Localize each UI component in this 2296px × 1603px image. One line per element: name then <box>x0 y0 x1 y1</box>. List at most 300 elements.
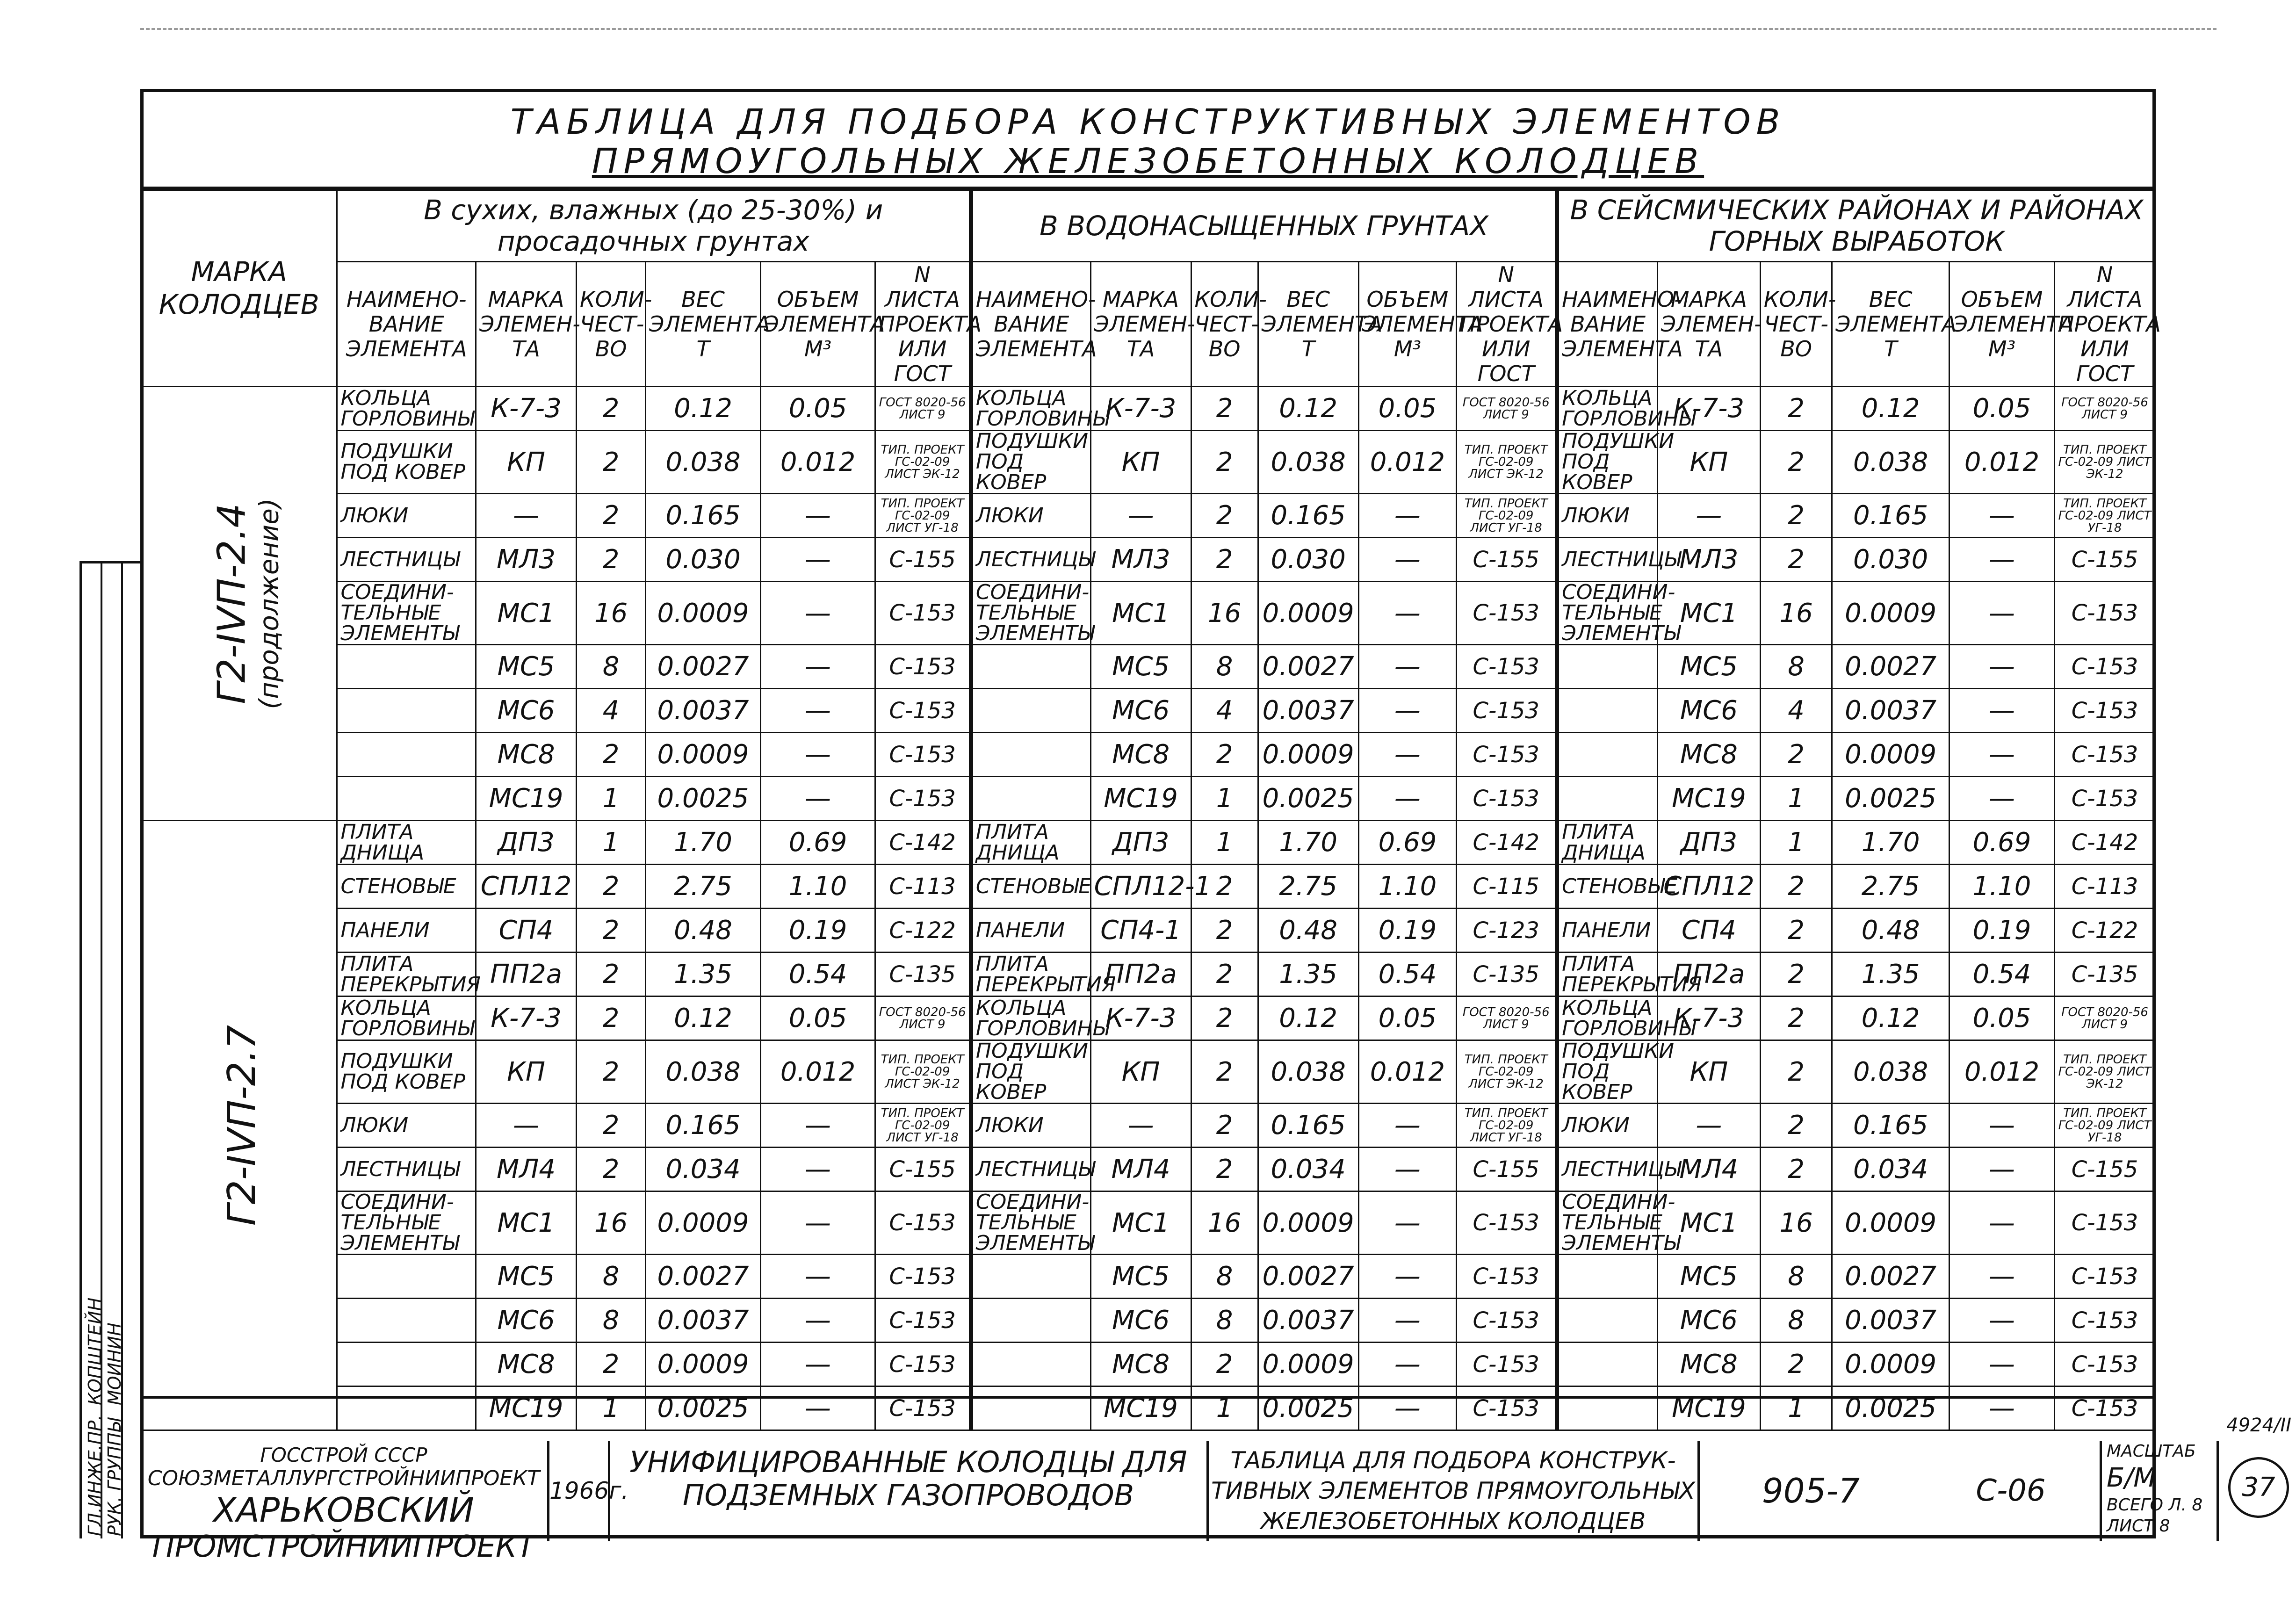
table-row <box>141 689 2155 733</box>
cell-ref: С-113 <box>875 865 971 909</box>
cell-mark: — <box>1657 494 1760 538</box>
table-row <box>141 996 2155 1040</box>
cell-qty: 2 <box>1191 996 1258 1040</box>
cell-name: ПОДУШКИ ПОД КОВЕР <box>337 1040 476 1104</box>
cell-volume: 1.10 <box>1949 865 2054 909</box>
cell-weight: 0.0027 <box>646 1255 761 1299</box>
cell-volume: 0.05 <box>1949 996 2054 1040</box>
cell-mark: К-7-3 <box>1657 387 1760 431</box>
cell-name: ЛЮКИ <box>337 1104 476 1148</box>
cell-qty: 16 <box>576 582 645 645</box>
cell-name: ПАНЕЛИ <box>337 909 476 953</box>
cell-volume: — <box>1949 777 2054 821</box>
cell-ref: С-153 <box>875 689 971 733</box>
cell-qty: 2 <box>1760 1040 1832 1104</box>
cell-mark: МС5 <box>1090 1255 1191 1299</box>
cell-weight: 2.75 <box>646 865 761 909</box>
table-row <box>141 909 2155 953</box>
cell-qty: 2 <box>1191 538 1258 582</box>
cell-qty: 2 <box>1191 953 1258 996</box>
cell-weight: 0.12 <box>646 387 761 431</box>
cell-mark: МС1 <box>1657 582 1760 645</box>
cell-name <box>337 689 476 733</box>
cell-ref: С-135 <box>2055 953 2155 996</box>
cell-weight: 0.038 <box>1832 431 1949 494</box>
cell-ref: С-155 <box>2055 538 2155 582</box>
cell-mark: МС5 <box>476 645 577 689</box>
cell-volume: — <box>1949 538 2054 582</box>
cell-weight: 0.0009 <box>1258 733 1358 777</box>
cell-volume: 0.012 <box>1358 1040 1457 1104</box>
cell-weight: 0.12 <box>1832 996 1949 1040</box>
cell-volume: — <box>1358 538 1457 582</box>
table-row <box>141 733 2155 777</box>
cell-name: СОЕДИНИ-ТЕЛЬНЫЕ ЭЛЕМЕНТЫ <box>971 582 1090 645</box>
cell-qty: 2 <box>576 865 645 909</box>
cell-volume: 1.10 <box>760 865 875 909</box>
cell-weight: 0.0027 <box>1258 1255 1358 1299</box>
cell-volume: 0.05 <box>1358 996 1457 1040</box>
cell-weight: 0.48 <box>646 909 761 953</box>
cell-ref: С-153 <box>1457 1299 1557 1343</box>
cell-mark: МЛ4 <box>476 1148 577 1191</box>
cell-qty: 2 <box>1191 1343 1258 1386</box>
cell-volume: 0.19 <box>1358 909 1457 953</box>
cell-name: КОЛЬЦА ГОРЛОВИНЫ <box>971 996 1090 1040</box>
cell-qty: 2 <box>576 387 645 431</box>
well-brand-label: Г2-IVП-2.7 <box>220 1025 265 1226</box>
cell-qty: 8 <box>1760 645 1832 689</box>
cell-name: ПЛИТА ДНИЩА <box>971 821 1090 865</box>
cell-weight: 0.12 <box>1258 996 1358 1040</box>
cell-qty: 1 <box>1191 1386 1258 1430</box>
cell-mark: ПП2а <box>476 953 577 996</box>
cell-volume: 0.012 <box>1949 431 2054 494</box>
cell-name <box>971 689 1090 733</box>
cell-volume: — <box>760 1299 875 1343</box>
cell-volume: 0.54 <box>1949 953 2054 996</box>
cell-mark: МЛ4 <box>1090 1148 1191 1191</box>
cell-mark: ПП2а <box>1090 953 1191 996</box>
table-title-line1: ТАБЛИЦА ДЛЯ ПОДБОРА КОНСТРУКТИВНЫХ ЭЛЕМЕНТОВ <box>510 102 1786 142</box>
cell-mark: КП <box>1657 1040 1760 1104</box>
cell-volume: — <box>1358 1191 1457 1255</box>
cell-name <box>1557 777 1658 821</box>
cell-mark: МС5 <box>1657 645 1760 689</box>
stamp-page-cell <box>2217 1415 2296 1541</box>
column-header: ОБЪЕМ ЭЛЕМЕНТА М³ <box>1949 262 2054 387</box>
cell-volume: — <box>760 689 875 733</box>
cell-mark: КП <box>476 1040 577 1104</box>
well-brand-cell <box>141 821 337 1430</box>
cell-mark: К-7-3 <box>1657 996 1760 1040</box>
cell-name: ЛЮКИ <box>1557 494 1658 538</box>
well-brand-note: (продолжение) <box>254 498 285 709</box>
cell-mark: МС1 <box>1090 582 1191 645</box>
cell-ref: С-135 <box>875 953 971 996</box>
cell-qty: 16 <box>1191 582 1258 645</box>
cell-volume: — <box>760 1343 875 1386</box>
cell-mark: СПЛ12 <box>476 865 577 909</box>
cell-weight: 1.70 <box>1258 821 1358 865</box>
cell-mark: МЛ3 <box>476 538 577 582</box>
cell-qty: 2 <box>576 733 645 777</box>
cell-weight: 0.030 <box>646 538 761 582</box>
table-row <box>141 645 2155 689</box>
cell-ref: С-153 <box>1457 733 1557 777</box>
cell-volume: — <box>1949 494 2054 538</box>
column-header: N ЛИСТА ПРОЕКТА ИЛИ ГОСТ <box>1457 262 1557 387</box>
column-header: НАИМЕНО-ВАНИЕ ЭЛЕМЕНТА <box>1557 262 1658 387</box>
cell-ref: С-153 <box>875 1299 971 1343</box>
cell-qty: 8 <box>576 1255 645 1299</box>
cell-ref: ГОСТ 8020-56 ЛИСТ 9 <box>875 996 971 1040</box>
cell-mark: МС8 <box>1657 1343 1760 1386</box>
table-row <box>141 1040 2155 1104</box>
cell-volume: 0.69 <box>1358 821 1457 865</box>
cell-qty: 2 <box>1760 1104 1832 1148</box>
stamp-year: 1966г. <box>547 1441 608 1541</box>
cell-mark: МС1 <box>476 582 577 645</box>
cell-volume: — <box>1358 733 1457 777</box>
cell-weight: 0.038 <box>1832 1040 1949 1104</box>
well-brand-label: Г2-IVП-2.4 (продолжение) <box>209 498 285 709</box>
cell-volume: 0.05 <box>1949 387 2054 431</box>
cell-qty: 8 <box>1191 1255 1258 1299</box>
cell-mark: МС19 <box>1090 1386 1191 1430</box>
cell-mark: МС5 <box>1657 1255 1760 1299</box>
cell-mark: СПЛ12 <box>1657 865 1760 909</box>
table-row <box>141 1148 2155 1191</box>
cell-ref: С-153 <box>1457 582 1557 645</box>
title-stamp <box>140 1396 2291 1564</box>
cell-name: ПОДУШКИ ПОД КОВЕР <box>1557 1040 1658 1104</box>
cell-ref: ТИП. ПРОЕКТ ГС-02-09 ЛИСТ ЭК-12 <box>2055 1040 2155 1104</box>
cell-qty: 1 <box>576 777 645 821</box>
column-header: КОЛИ-ЧЕСТ-ВО <box>576 262 645 387</box>
cell-name: СТЕНОВЫЕ <box>337 865 476 909</box>
cell-ref: С-123 <box>1457 909 1557 953</box>
cell-ref: С-155 <box>2055 1148 2155 1191</box>
cell-name <box>971 1255 1090 1299</box>
cell-mark: — <box>1657 1104 1760 1148</box>
cell-qty: 8 <box>1760 1299 1832 1343</box>
cell-mark: КП <box>1090 1040 1191 1104</box>
column-header: МАРКА ЭЛЕМЕН-ТА <box>476 262 577 387</box>
cell-weight: 2.75 <box>1258 865 1358 909</box>
cell-ref: С-153 <box>875 733 971 777</box>
cell-qty: 2 <box>576 953 645 996</box>
table-row <box>141 1191 2155 1255</box>
cell-qty: 1 <box>576 1386 645 1430</box>
cell-volume: — <box>760 645 875 689</box>
cell-qty: 2 <box>1760 733 1832 777</box>
org-line4: ПРОМСТРОЙНИИПРОЕКТ <box>152 1530 535 1564</box>
table-title-line2: ПРЯМОУГОЛЬНЫХ ЖЕЛЕЗОБЕТОННЫХ КОЛОДЦЕВ <box>592 141 1704 181</box>
cell-weight: 0.48 <box>1832 909 1949 953</box>
cell-name: СОЕДИНИ-ТЕЛЬНЫЕ ЭЛЕМЕНТЫ <box>337 582 476 645</box>
cell-weight: 0.0009 <box>1832 1343 1949 1386</box>
cell-qty: 16 <box>1760 1191 1832 1255</box>
org-line2: СОЮЗМЕТАЛЛУРГСТРОЙНИИПРОЕКТ <box>147 1466 540 1490</box>
cell-weight: 1.35 <box>646 953 761 996</box>
cell-weight: 0.0009 <box>646 733 761 777</box>
cell-weight: 0.0025 <box>646 777 761 821</box>
cell-volume: 0.19 <box>760 909 875 953</box>
cell-name <box>337 733 476 777</box>
cell-mark: СП4 <box>476 909 577 953</box>
cell-volume: 0.69 <box>760 821 875 865</box>
cell-weight: 0.038 <box>646 431 761 494</box>
column-header: ОБЪЕМ ЭЛЕМЕНТА М³ <box>1358 262 1457 387</box>
cell-name: ЛЕСТНИЦЫ <box>971 1148 1090 1191</box>
cell-volume: — <box>1949 582 2054 645</box>
cell-name: СОЕДИНИ-ТЕЛЬНЫЕ ЭЛЕМЕНТЫ <box>1557 1191 1658 1255</box>
column-header: НАИМЕНО-ВАНИЕ ЭЛЕМЕНТА <box>337 262 476 387</box>
sheet-number: ЛИСТ 8 <box>2107 1516 2170 1536</box>
cell-ref: С-153 <box>875 1386 971 1430</box>
cell-name: СОЕДИНИ-ТЕЛЬНЫЕ ЭЛЕМЕНТЫ <box>971 1191 1090 1255</box>
cell-mark: МС6 <box>476 689 577 733</box>
column-header: ВЕС ЭЛЕМЕНТА Т <box>1832 262 1949 387</box>
cell-name: ЛЮКИ <box>1557 1104 1658 1148</box>
cell-weight: 0.0009 <box>1832 582 1949 645</box>
table-row <box>141 582 2155 645</box>
column-header: ВЕС ЭЛЕМЕНТА Т <box>646 262 761 387</box>
cell-mark: ПП2а <box>1657 953 1760 996</box>
cell-name: СТЕНОВЫЕ <box>971 865 1090 909</box>
cell-ref: С-153 <box>875 777 971 821</box>
cell-qty: 2 <box>1191 733 1258 777</box>
cell-mark: МС1 <box>1090 1191 1191 1255</box>
cell-weight: 0.48 <box>1258 909 1358 953</box>
cell-qty: 2 <box>1191 1148 1258 1191</box>
cell-volume: 0.05 <box>1358 387 1457 431</box>
cell-name: ПЛИТА ПЕРЕКРЫТИЯ <box>971 953 1090 996</box>
cell-volume: — <box>1949 1191 2054 1255</box>
cell-ref: С-155 <box>1457 538 1557 582</box>
cell-mark: МЛ3 <box>1657 538 1760 582</box>
cell-qty: 2 <box>1760 865 1832 909</box>
mark-column-header: МАРКА КОЛОДЦЕВ <box>141 190 337 387</box>
cell-ref: ГОСТ 8020-56 ЛИСТ 9 <box>2055 387 2155 431</box>
cell-qty: 2 <box>576 1040 645 1104</box>
cell-mark: К-7-3 <box>476 387 577 431</box>
stamp-project-number: 905-7 <box>1697 1441 1922 1541</box>
table-row <box>141 387 2155 431</box>
cell-ref: ТИП. ПРОЕКТ ГС-02-09 ЛИСТ УГ-18 <box>2055 494 2155 538</box>
cell-volume: — <box>760 538 875 582</box>
cell-name <box>1557 645 1658 689</box>
cell-ref: ТИП. ПРОЕКТ ГС-02-09 ЛИСТ ЭК-12 <box>875 431 971 494</box>
cell-mark: МС6 <box>1657 689 1760 733</box>
cell-ref: ТИП. ПРОЕКТ ГС-02-09 ЛИСТ УГ-18 <box>875 1104 971 1148</box>
cell-ref: ГОСТ 8020-56 ЛИСТ 9 <box>1457 387 1557 431</box>
column-header: N ЛИСТА ПРОЕКТА ИЛИ ГОСТ <box>875 262 971 387</box>
cell-weight: 0.0025 <box>646 1386 761 1430</box>
cell-qty: 8 <box>576 645 645 689</box>
cell-volume: — <box>1949 1255 2054 1299</box>
cell-ref: С-153 <box>2055 1255 2155 1299</box>
org-line1: ГОССТРОЙ СССР <box>260 1444 427 1466</box>
cell-mark: КП <box>1657 431 1760 494</box>
cell-ref: ТИП. ПРОЕКТ ГС-02-09 ЛИСТ УГ-18 <box>2055 1104 2155 1148</box>
cell-name: ПЛИТА ДНИЩА <box>1557 821 1658 865</box>
cell-ref: С-135 <box>1457 953 1557 996</box>
elements-table <box>140 189 2161 1431</box>
cell-volume: 0.69 <box>1949 821 2054 865</box>
cell-ref: ТИП. ПРОЕКТ ГС-02-09 ЛИСТ ЭК-12 <box>1457 431 1557 494</box>
cell-qty: 8 <box>1191 645 1258 689</box>
cell-volume: — <box>1358 1255 1457 1299</box>
cell-name: ПОДУШКИ ПОД КОВЕР <box>1557 431 1658 494</box>
cell-name: КОЛЬЦА ГОРЛОВИНЫ <box>337 996 476 1040</box>
cell-name <box>971 1299 1090 1343</box>
cell-ref: С-153 <box>2055 777 2155 821</box>
column-header: ОБЪЕМ ЭЛЕМЕНТА М³ <box>760 262 875 387</box>
cell-ref: ГОСТ 8020-56 ЛИСТ 9 <box>2055 996 2155 1040</box>
cell-mark: МС19 <box>1090 777 1191 821</box>
cell-qty: 2 <box>576 431 645 494</box>
cell-ref: ГОСТ 8020-56 ЛИСТ 9 <box>875 387 971 431</box>
table-row <box>141 431 2155 494</box>
cell-weight: 0.038 <box>646 1040 761 1104</box>
cell-qty: 2 <box>576 1343 645 1386</box>
cell-qty: 2 <box>576 1148 645 1191</box>
cell-name: КОЛЬЦА ГОРЛОВИНЫ <box>1557 387 1658 431</box>
stamp-sheet-title: ТАБЛИЦА ДЛЯ ПОДБОРА КОНСТРУК-ТИВНЫХ ЭЛЕМЕНТОВ ПРЯМОУГОЛЬНЫХ ЖЕЛЕЗОБЕТОННЫХ КОЛОДЦЕВ <box>1206 1441 1697 1541</box>
cell-name <box>337 1343 476 1386</box>
cell-mark: СП4 <box>1657 909 1760 953</box>
cell-ref: С-153 <box>1457 1255 1557 1299</box>
cell-weight: 0.034 <box>646 1148 761 1191</box>
cell-qty: 2 <box>1191 494 1258 538</box>
cell-name: ПЛИТА ПЕРЕКРЫТИЯ <box>1557 953 1658 996</box>
column-header: N ЛИСТА ПРОЕКТА ИЛИ ГОСТ <box>2055 262 2155 387</box>
cell-name <box>337 1255 476 1299</box>
cell-name <box>1557 689 1658 733</box>
side-role-2: РУК. ГРУППЫ <box>104 1418 125 1536</box>
cell-mark: К-7-3 <box>1090 996 1191 1040</box>
stamp-project-title: УНИФИЦИРОВАННЫЕ КОЛОДЦЫ ДЛЯ ПОДЗЕМНЫХ ГАЗОПРОВОДОВ <box>608 1441 1206 1541</box>
cell-weight: 0.0009 <box>1832 733 1949 777</box>
cell-name <box>1557 1299 1658 1343</box>
cell-name: КОЛЬЦА ГОРЛОВИНЫ <box>337 387 476 431</box>
header-row-columns <box>141 262 2155 387</box>
cell-name <box>971 1343 1090 1386</box>
cell-weight: 0.0009 <box>1258 1191 1358 1255</box>
cell-volume: — <box>760 494 875 538</box>
cell-weight: 0.030 <box>1832 538 1949 582</box>
cell-mark: МС6 <box>476 1299 577 1343</box>
cell-volume: — <box>760 582 875 645</box>
group-header-3: В СЕЙСМИЧЕСКИХ РАЙОНАХ И РАЙОНАХ ГОРНЫХ ВЫРАБОТОК <box>1557 190 2155 262</box>
cell-mark: — <box>476 494 577 538</box>
cell-mark: МС1 <box>476 1191 577 1255</box>
cell-name: ЛЮКИ <box>337 494 476 538</box>
group-header-1: В сухих, влажных (до 25-30%) и просадочных грунтах <box>337 190 971 262</box>
cell-qty: 2 <box>576 909 645 953</box>
cell-volume: — <box>1358 1299 1457 1343</box>
cell-volume: — <box>760 1148 875 1191</box>
cell-volume: 0.54 <box>1358 953 1457 996</box>
cell-weight: 0.0025 <box>1832 777 1949 821</box>
cell-name: СОЕДИНИ-ТЕЛЬНЫЕ ЭЛЕМЕНТЫ <box>337 1191 476 1255</box>
cell-name: ПЛИТА ДНИЩА <box>337 821 476 865</box>
cell-qty: 16 <box>1760 582 1832 645</box>
cell-qty: 8 <box>576 1299 645 1343</box>
column-header: НАИМЕНО-ВАНИЕ ЭЛЕМЕНТА <box>971 262 1090 387</box>
cell-qty: 2 <box>1760 431 1832 494</box>
cell-mark: ДП3 <box>1090 821 1191 865</box>
cell-name <box>337 777 476 821</box>
cell-qty: 16 <box>1191 1191 1258 1255</box>
total-sheets: ВСЕГО Л. 8 <box>2107 1495 2203 1515</box>
cell-mark: — <box>476 1104 577 1148</box>
cell-qty: 2 <box>1191 909 1258 953</box>
cell-weight: 0.0009 <box>1832 1191 1949 1255</box>
cell-qty: 8 <box>1191 1299 1258 1343</box>
cell-weight: 0.0037 <box>646 1299 761 1343</box>
cell-weight: 0.0027 <box>1832 1255 1949 1299</box>
cell-volume: — <box>760 1191 875 1255</box>
cell-volume: — <box>1949 1104 2054 1148</box>
cell-qty: 2 <box>1191 387 1258 431</box>
cell-mark: МС1 <box>1657 1191 1760 1255</box>
cell-volume: 0.012 <box>760 431 875 494</box>
cell-name <box>1557 1255 1658 1299</box>
cell-volume: 0.05 <box>760 996 875 1040</box>
cell-weight: 0.0025 <box>1258 1386 1358 1430</box>
cell-weight: 0.034 <box>1832 1148 1949 1191</box>
cell-ref: С-155 <box>875 538 971 582</box>
cell-ref: С-153 <box>2055 1386 2155 1430</box>
cell-volume: 0.012 <box>1949 1040 2054 1104</box>
cell-weight: 0.12 <box>1832 387 1949 431</box>
cell-volume: 0.05 <box>760 387 875 431</box>
cell-mark: — <box>1090 1104 1191 1148</box>
page-number: 37 <box>2228 1457 2289 1518</box>
signature-side-block <box>79 561 140 1538</box>
cell-qty: 1 <box>576 821 645 865</box>
cell-weight: 0.0009 <box>646 1191 761 1255</box>
cell-weight: 0.034 <box>1258 1148 1358 1191</box>
cell-mark: МС5 <box>476 1255 577 1299</box>
cell-volume: 0.19 <box>1949 909 2054 953</box>
column-header: МАРКА ЭЛЕМЕН-ТА <box>1657 262 1760 387</box>
cell-qty: 2 <box>1191 1040 1258 1104</box>
cell-ref: ТИП. ПРОЕКТ ГС-02-09 ЛИСТ УГ-18 <box>875 494 971 538</box>
cell-name: ПАНЕЛИ <box>971 909 1090 953</box>
cell-ref: С-113 <box>2055 865 2155 909</box>
cell-name <box>971 733 1090 777</box>
cell-volume: — <box>1949 1386 2054 1430</box>
cell-qty: 1 <box>1760 777 1832 821</box>
cell-qty: 2 <box>1191 431 1258 494</box>
title-block <box>140 89 2156 189</box>
cell-weight: 0.165 <box>1258 494 1358 538</box>
cell-qty: 1 <box>1760 821 1832 865</box>
cell-ref: С-153 <box>1457 689 1557 733</box>
cell-volume: — <box>1949 733 2054 777</box>
cell-name: ЛЕСТНИЦЫ <box>1557 1148 1658 1191</box>
cell-ref: С-153 <box>2055 1299 2155 1343</box>
cell-name: КОЛЬЦА ГОРЛОВИНЫ <box>1557 996 1658 1040</box>
stamp-sheet-code: С-06 <box>1976 1473 2046 1508</box>
column-header: КОЛИ-ЧЕСТ-ВО <box>1760 262 1832 387</box>
cell-name <box>971 777 1090 821</box>
cell-weight: 0.0027 <box>1258 645 1358 689</box>
